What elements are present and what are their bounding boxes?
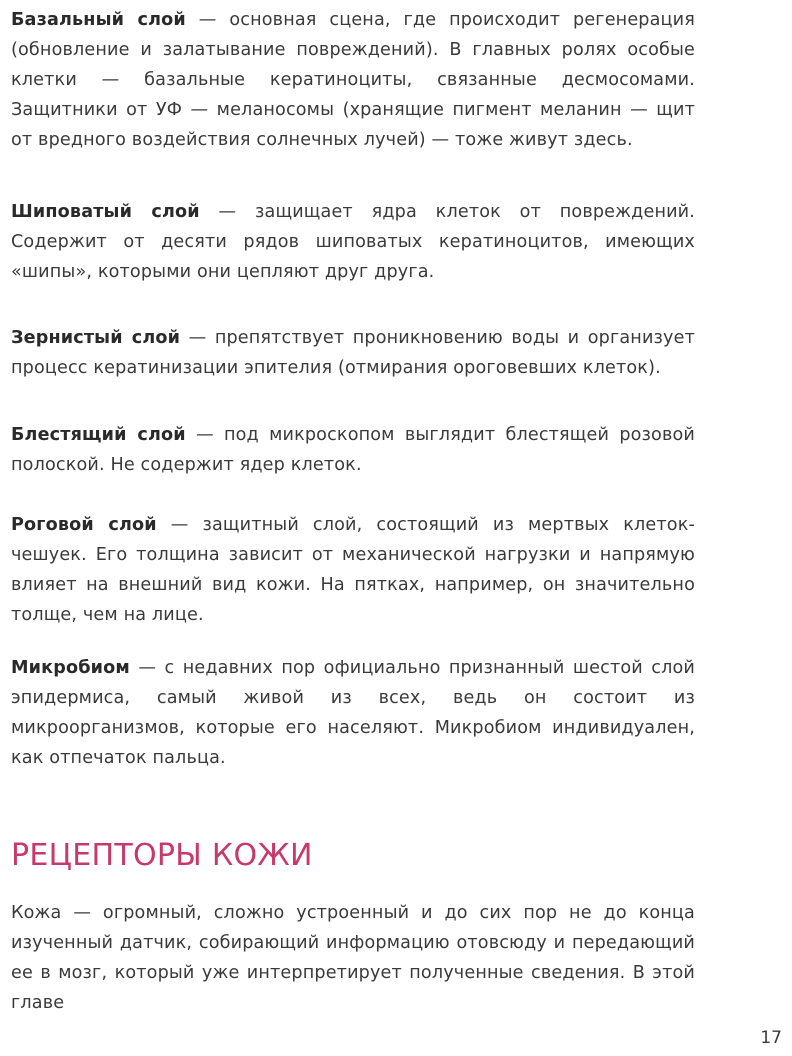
intro-paragraph: Кожа — огромный, сложно устроенный и до сих пор не до конца изученный датчик, собирающий информацию отовсюду и передающий ее в мозг, который уже интерпретирует полученные сведения. В этой главе bbox=[11, 903, 695, 1013]
text-granular-layer: — препятствует проникновению воды и организует процесс кератинизации эпителия (отмирания ороговевших клеток). bbox=[11, 328, 695, 378]
paragraph-granular-layer bbox=[11, 323, 695, 383]
paragraph-basal-layer bbox=[11, 5, 695, 155]
term-spinous-layer: Шиповатый слой bbox=[11, 202, 200, 222]
paragraph-horny-layer bbox=[11, 510, 695, 630]
paragraph-lucid-layer bbox=[11, 420, 695, 480]
paragraph-spinous-layer bbox=[11, 197, 695, 287]
term-horny-layer: Роговой слой bbox=[11, 515, 157, 535]
term-basal-layer: Базальный слой bbox=[11, 10, 186, 30]
text-microbiome: — с недавних пор официально признанный шестой слой эпидермиса, самый живой из всех, ведь он состоит из микроорганизмов, которые его населяют. Микробиом индивидуален, как отпечаток пальца. bbox=[11, 658, 695, 768]
paragraph-microbiome bbox=[11, 653, 695, 773]
text-basal-layer: — основная сцена, где происходит регенерация (обновление и залатывание повреждений). В главных ролях особые клетки — базальные кератиноциты, связанные десмосомами. Защитники от УФ — меланосомы (хранящие пигмент меланин — щит от вредного воздействия солнечных лучей) — тоже живут здесь. bbox=[11, 10, 695, 150]
text-horny-layer: — защитный слой, состоящий из мертвых клеток-чешуек. Его толщина зависит от механической нагрузки и напрямую влияет на внешний вид кожи. На пятках, например, он значительно толще, чем на лице. bbox=[11, 515, 695, 625]
text-lucid-layer: — под микроскопом выглядит блестящей розовой полоской. Не содержит ядер клеток. bbox=[11, 425, 695, 475]
term-microbiome: Микробиом bbox=[11, 658, 130, 678]
section-heading: РЕЦЕПТОРЫ КОЖИ bbox=[11, 838, 313, 873]
text-spinous-layer: — защищает ядра клеток от повреждений. Содержит от десяти рядов шиповатых кератиноцитов, имеющих «шипы», которыми они цепляют друг друга. bbox=[11, 202, 696, 282]
term-granular-layer: Зернистый слой bbox=[11, 328, 181, 348]
term-lucid-layer: Блестящий слой bbox=[11, 425, 186, 445]
page-number: 17 bbox=[760, 1028, 782, 1048]
